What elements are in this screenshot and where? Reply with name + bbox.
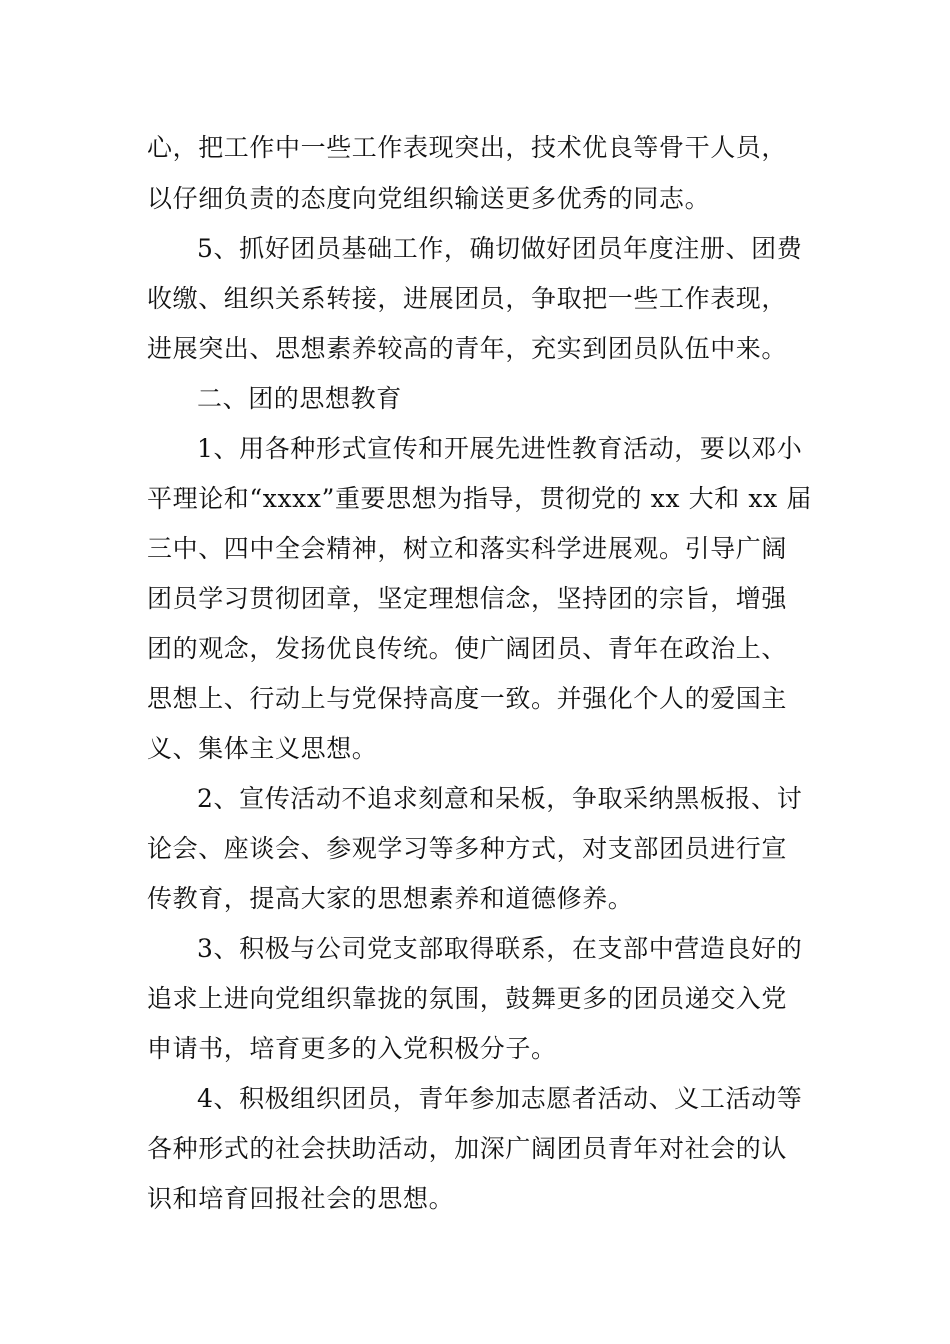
paragraph-start-line: 2、宣传活动不追求刻意和呆板，争取采纳黑板报、讨 [197,784,803,813]
paragraph-start-line: 1、用各种形式宣传和开展先进性教育活动，要以邓小 [197,434,803,463]
paragraph-start-line: 4、积极组织团员，青年参加志愿者活动、义工活动等 [197,1084,803,1113]
text-line: 思想上、行动上与党保持高度一致。并强化个人的爱国主 [147,684,788,713]
text-line: 各种形式的社会扶助活动，加深广阔团员青年对社会的认 [147,1134,788,1163]
section-heading: 二、团的思想教育 [197,384,402,413]
paragraph-start-line: 5、抓好团员基础工作，确切做好团员年度注册、团费 [197,234,803,263]
text-line: 平理论和“xxxx”重要思想为指导，贯彻党的 xx 大和 xx 届 [147,484,812,513]
text-line: 传教育，提高大家的思想素养和道德修养。 [147,884,634,913]
text-line: 义、集体主义思想。 [147,734,378,763]
text-line: 以仔细负责的态度向党组织输送更多优秀的同志。 [147,184,711,213]
text-line: 三中、四中全会精神，树立和落实科学进展观。引导广阔 [147,534,788,563]
text-line: 追求上进向党组织靠拢的氛围，鼓舞更多的团员递交入党 [147,984,788,1013]
text-line: 申请书，培育更多的入党积极分子。 [147,1034,557,1063]
text-line: 进展突出、思想素养较高的青年，充实到团员队伍中来。 [147,334,788,363]
paragraph-start-line: 3、积极与公司党支部取得联系，在支部中营造良好的 [197,934,803,963]
text-line: 识和培育回报社会的思想。 [147,1184,455,1213]
text-line: 心，把工作中一些工作表现突出，技术优良等骨干人员， [147,133,788,162]
text-line: 论会、座谈会、参观学习等多种方式，对支部团员进行宣 [147,834,788,863]
text-line: 团的观念，发扬优良传统。使广阔团员、青年在政治上、 [147,634,788,663]
text-line: 收缴、组织关系转接，进展团员，争取把一些工作表现， [147,284,788,313]
text-line: 团员学习贯彻团章，坚定理想信念，坚持团的宗旨，增强 [147,584,788,613]
